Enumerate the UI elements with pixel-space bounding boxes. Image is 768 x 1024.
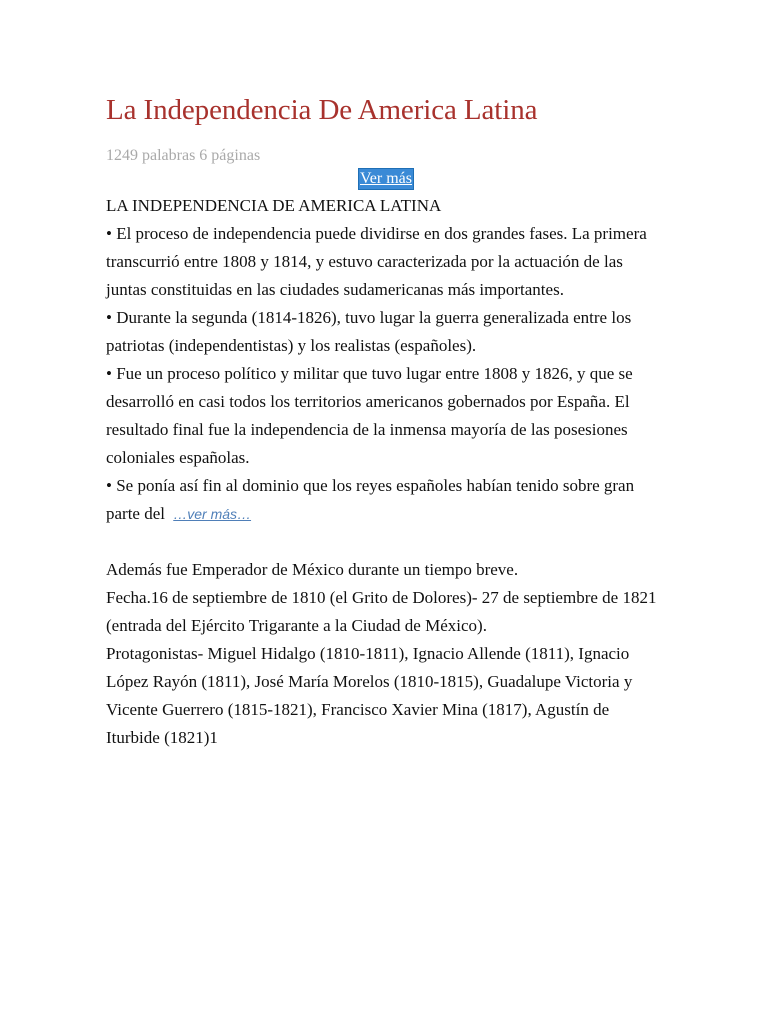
excerpt-paragraph: Además fue Emperador de México durante un tiempo breve. — [106, 560, 519, 579]
document-body — [106, 192, 666, 752]
bullet-paragraph: • Fue un proceso político y militar que tuvo lugar entre 1808 y 1826, y que se desarrolló en casi todos los territorios americanos gobernados por España. El resultado final fue la independencia de la inmensa mayoría de las posesiones coloniales españolas. — [106, 364, 633, 467]
ver-mas-container — [106, 168, 666, 192]
page-title: La Independencia De America Latina — [106, 94, 538, 126]
document-page — [106, 92, 666, 752]
bullet-paragraph: • Durante la segunda (1814-1826), tuvo lugar la guerra generalizada entre los patriotas (independentistas) y los realistas (españoles). — [106, 308, 632, 355]
bullet-paragraph-truncated — [106, 472, 666, 528]
ver-mas-button[interactable]: Ver más — [358, 168, 414, 190]
excerpt-paragraph: Fecha.16 de septiembre de 1810 (el Grito de Dolores)- 27 de septiembre de 1821 (entrada del Ejército Trigarante a la Ciudad de México). — [106, 588, 657, 635]
section-divider — [106, 528, 666, 556]
read-more-link[interactable]: …ver más… — [173, 506, 252, 522]
document-heading: LA INDEPENDENCIA DE AMERICA LATINA — [106, 196, 442, 215]
truncated-text: • Se ponía así fin al dominio que los reyes españoles habían tenido sobre gran parte del — [106, 476, 635, 523]
document-meta: 1249 palabras 6 páginas — [106, 147, 261, 164]
excerpt-paragraph: Protagonistas- Miguel Hidalgo (1810-1811), Ignacio Allende (1811), Ignacio López Rayón (1811), José María Morelos (1810-1815), Guadalupe Victoria y Vicente Guerrero (1815-1821), Francisco Xavier Mina (1817), Agustín de Iturbide (1821)1 — [106, 644, 633, 747]
bullet-paragraph: • El proceso de independencia puede dividirse en dos grandes fases. La primera transcurrió entre 1808 y 1814, y estuvo caracterizada por la actuación de las juntas constituidas en las ciudades sudamericanas más importantes. — [106, 224, 647, 299]
